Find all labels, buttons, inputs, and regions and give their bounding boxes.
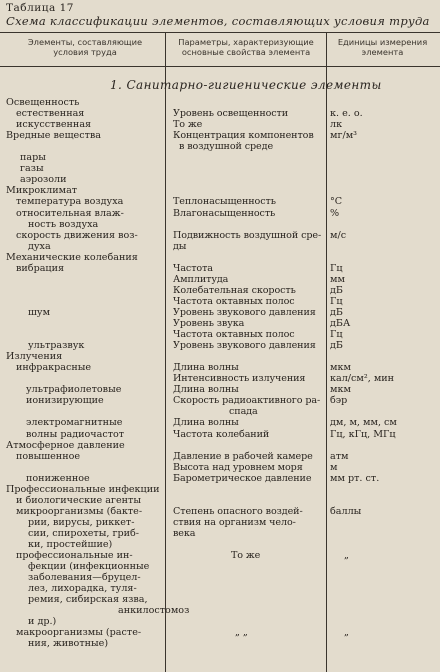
- row-parameter: ствия на организм чело-: [173, 516, 296, 528]
- row-element: микроорганизмы (бакте-: [16, 505, 143, 517]
- row-unit: „: [344, 550, 349, 562]
- row-parameter: Длина волны: [173, 384, 239, 396]
- row-unit: дБ: [330, 340, 343, 352]
- row-unit: м/с: [330, 229, 347, 241]
- row-unit: атм: [330, 450, 349, 462]
- row-parameter: в воздушной среде: [179, 141, 274, 153]
- row-element: Микроклимат: [6, 185, 78, 197]
- row-unit: к. е. о.: [330, 108, 363, 120]
- table-title: Схема классификации элементов, составляющих условия труда: [6, 14, 430, 28]
- row-element: ультрафиолетовые: [26, 384, 122, 396]
- row-parameter: Степень опасного воздей-: [173, 505, 303, 517]
- row-element: рии, вирусы, риккет-: [28, 516, 135, 528]
- row-unit: баллы: [330, 505, 362, 517]
- row-parameter: Интенсивность излучения: [173, 373, 306, 385]
- row-element: ность воздуха: [28, 218, 99, 230]
- row-element: лез, лихорадка, туля-: [28, 583, 137, 595]
- row-element: профессиональные ин-: [16, 550, 133, 562]
- row-element: скорость движения воз-: [16, 229, 138, 241]
- row-element: шум: [28, 306, 51, 318]
- row-parameter: Подвижность воздушной сре-: [173, 229, 322, 241]
- row-element: газы: [20, 163, 44, 175]
- row-unit: мм: [330, 273, 345, 285]
- row-element: фекции (инфекционные: [28, 561, 150, 573]
- row-parameter: Частота октавных полос: [173, 295, 295, 307]
- row-element: духа: [28, 240, 51, 252]
- row-element: волны радиочастот: [26, 428, 125, 440]
- row-parameter: ды: [173, 240, 187, 252]
- row-element: искусственная: [16, 119, 92, 131]
- row-unit: мкм: [330, 362, 351, 374]
- row-element: аэрозоли: [20, 174, 67, 186]
- row-element: температура воздуха: [16, 196, 124, 208]
- column-header-units: Единицы измерения элемента: [337, 37, 428, 57]
- row-parameter: Концентрация компонентов: [173, 130, 314, 142]
- header-top-rule: [0, 32, 440, 33]
- row-element: заболевания—бруцел-: [28, 572, 141, 584]
- row-element: инфракрасные: [16, 362, 92, 374]
- row-unit: кал/см², мин: [330, 373, 395, 385]
- section-title: 1. Санитарно-гигиенические элементы: [110, 78, 382, 92]
- column-header-elements: Элементы, составляющие условия труда: [27, 37, 143, 57]
- row-unit: дБ: [330, 306, 343, 318]
- row-element: вибрация: [16, 262, 65, 274]
- row-unit: „: [344, 627, 349, 639]
- row-element: пары: [20, 152, 46, 164]
- row-element: Профессиональные инфекции: [6, 483, 160, 495]
- row-unit: дБА: [330, 318, 351, 329]
- row-unit: %: [330, 207, 340, 219]
- row-unit: дм, м, мм, см: [330, 417, 397, 429]
- row-element: ния, животные): [28, 638, 109, 650]
- row-unit: бэр: [330, 395, 348, 407]
- row-element: относительная влаж-: [16, 207, 124, 219]
- row-element: пониженное: [26, 472, 90, 484]
- row-element: электромагнитные: [26, 417, 123, 429]
- row-element: Атмосферное давление: [6, 439, 125, 451]
- row-element: и др.): [28, 616, 57, 628]
- row-element: ки, простейшие): [28, 539, 113, 550]
- row-parameter: века: [173, 527, 196, 539]
- row-parameter: Влагонасыщенность: [173, 207, 276, 219]
- row-parameter: Барометрическое давление: [173, 472, 312, 484]
- row-unit: Гц: [330, 262, 343, 274]
- row-element: и биологические агенты: [16, 494, 141, 506]
- row-element: Излучения: [6, 351, 63, 363]
- row-unit: Гц: [330, 295, 343, 307]
- row-parameter: Скорость радиоактивного ра-: [173, 395, 321, 407]
- row-element: естественная: [16, 108, 85, 120]
- row-element: Механические колебания: [6, 251, 138, 263]
- row-unit: Гц: [330, 329, 343, 341]
- row-element: повышенное: [16, 450, 81, 462]
- row-parameter: Амплитуда: [173, 273, 229, 285]
- row-unit: мг/м³: [330, 130, 358, 142]
- column-divider-2: [326, 32, 327, 672]
- row-unit: Гц, кГц, МГц: [330, 428, 396, 440]
- row-parameter: Частота колебаний: [173, 428, 270, 440]
- row-parameter: Теплонасыщенность: [173, 196, 276, 208]
- column-header-parameters: Параметры, характеризующие основные свойства элемента: [178, 37, 314, 57]
- row-element: сии, спирохеты, гриб-: [28, 527, 140, 539]
- row-parameter: Длина волны: [173, 417, 239, 429]
- row-unit: лк: [330, 119, 343, 131]
- row-element: анкилостомоз: [118, 605, 190, 617]
- row-element: ионизирующие: [26, 395, 104, 407]
- table-label: Таблица 17: [6, 2, 74, 14]
- row-unit: мм рт. ст.: [330, 472, 380, 484]
- row-element: ремия, сибирская язва,: [28, 594, 148, 606]
- row-parameter: Уровень освещенности: [173, 108, 289, 120]
- row-parameter: Высота над уровнем моря: [173, 461, 303, 473]
- row-parameter: Давление в рабочей камере: [173, 450, 313, 462]
- row-element: Освещенность: [6, 97, 80, 108]
- row-unit: дБ: [330, 284, 343, 296]
- row-parameter: Частота октавных полос: [173, 329, 295, 341]
- row-unit: мкм: [330, 384, 351, 396]
- header-bottom-rule: [0, 66, 440, 67]
- row-parameter: Длина волны: [173, 362, 239, 374]
- row-unit: м: [330, 461, 338, 473]
- row-parameter: То же: [173, 119, 203, 131]
- row-parameter: То же: [231, 550, 261, 562]
- row-element: Вредные вещества: [6, 130, 102, 142]
- row-element: ультразвук: [28, 340, 85, 352]
- row-element: макроорганизмы (расте-: [16, 627, 142, 639]
- row-parameter: „ „: [235, 627, 248, 639]
- row-unit: °С: [330, 196, 343, 208]
- row-parameter: спада: [229, 406, 258, 418]
- row-parameter: Уровень звукового давления: [173, 306, 316, 318]
- column-divider-1: [165, 32, 166, 672]
- row-parameter: Частота: [173, 262, 213, 274]
- row-parameter: Уровень звукового давления: [173, 340, 316, 352]
- row-parameter: Уровень звука: [173, 318, 245, 329]
- row-parameter: Колебательная скорость: [173, 284, 296, 296]
